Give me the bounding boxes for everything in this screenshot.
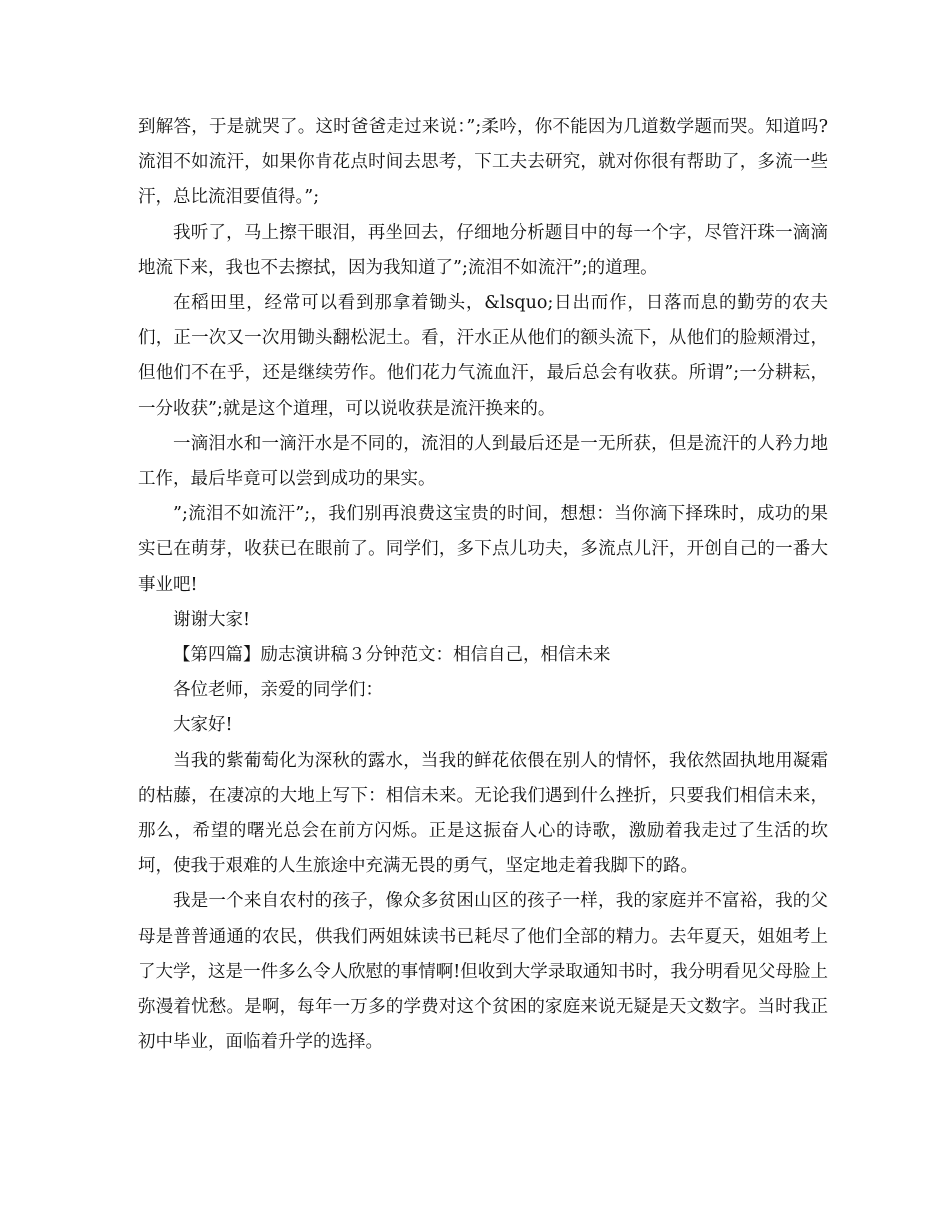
paragraph-5: ”;流泪不如流汗”;，我们别再浪费这宝贵的时间，想想：当你滴下择珠时，成功的果实已在萌芽，收获已在眼前了。同学们，多下点儿功夫，多流点儿汗，开创自己的一番大事业吧!: [138, 504, 828, 595]
paragraph-4: 一滴泪水和一滴汗水是不同的，流泪的人到最后还是一无所获，但是流汗的人矜力地工作，最后毕竟可以尝到成功的果实。: [138, 433, 828, 490]
paragraph-2: 我听了，马上擦干眼泪，再坐回去，仔细地分析题目中的每一个字，尽管汗珠一滴滴地流下来，我也不去擦拭，因为我知道了”;流泪不如流汗”;的道理。: [138, 222, 828, 278]
section-heading: 【第四篇】励志演讲稿３分钟范文：相信自己，相信未来: [173, 645, 611, 666]
greeting: 大家好!: [173, 715, 233, 736]
paragraph-11: 我是一个来自农村的孩子，像众多贫困山区的孩子一样，我的家庭并不富裕，我的父母是普普通通的农民，供我们两姐妹读书已耗尽了他们全部的精力。去年夏天，姐姐考上了大学，这是一件多么令人欣慰的事情啊!但收到大学录取通知书时，我分明看见父母脸上弥漫着忧愁。是啊，每年一万多的学费对这个贫困的家庭来说无疑是天文数字。当时我正初中毕业，面临着升学的选择。: [138, 891, 828, 1053]
paragraph-1: 到解答，于是就哭了。这时爸爸走过来说：”;柔吟，你不能因为几道数学题而哭。知道吗?流泪不如流汗，如果你肯花点时间去思考，下工夫去研究，就对你很有帮助了，多流一些汗，总比流泪要值得。”;: [138, 117, 828, 208]
document-body: [138, 110, 828, 1060]
paragraph-3: 在稻田里，经常可以看到那拿着锄头，&lsquo;日出而作，日落而息的勤劳的农夫们，正一次又一次用锄头翻松泥土。看，汗水正从他们的额头流下，从他们的脸颊滑过，但他们不在乎，还是继续劳作。他们花力气流血汗，最后总会有收获。所谓”;一分耕耘，一分收获”;就是这个道理，可以说收获是流汗换来的。: [138, 293, 828, 419]
salutation: 各位老师，亲爱的同学们：: [173, 680, 383, 701]
paragraph-10: 当我的紫葡萄化为深秋的露水，当我的鲜花依偎在别人的情怀，我依然固执地用凝霜的枯藤，在凄凉的大地上写下：相信未来。无论我们遇到什么挫折，只要我们相信未来，那么，希望的曙光总会在前方闪烁。正是这振奋人心的诗歌，激励着我走过了生活的坎坷，使我于艰难的人生旅途中充满无畏的勇气，坚定地走着我脚下的路。: [138, 750, 828, 877]
closing-thanks: 谢谢大家!: [173, 609, 251, 630]
